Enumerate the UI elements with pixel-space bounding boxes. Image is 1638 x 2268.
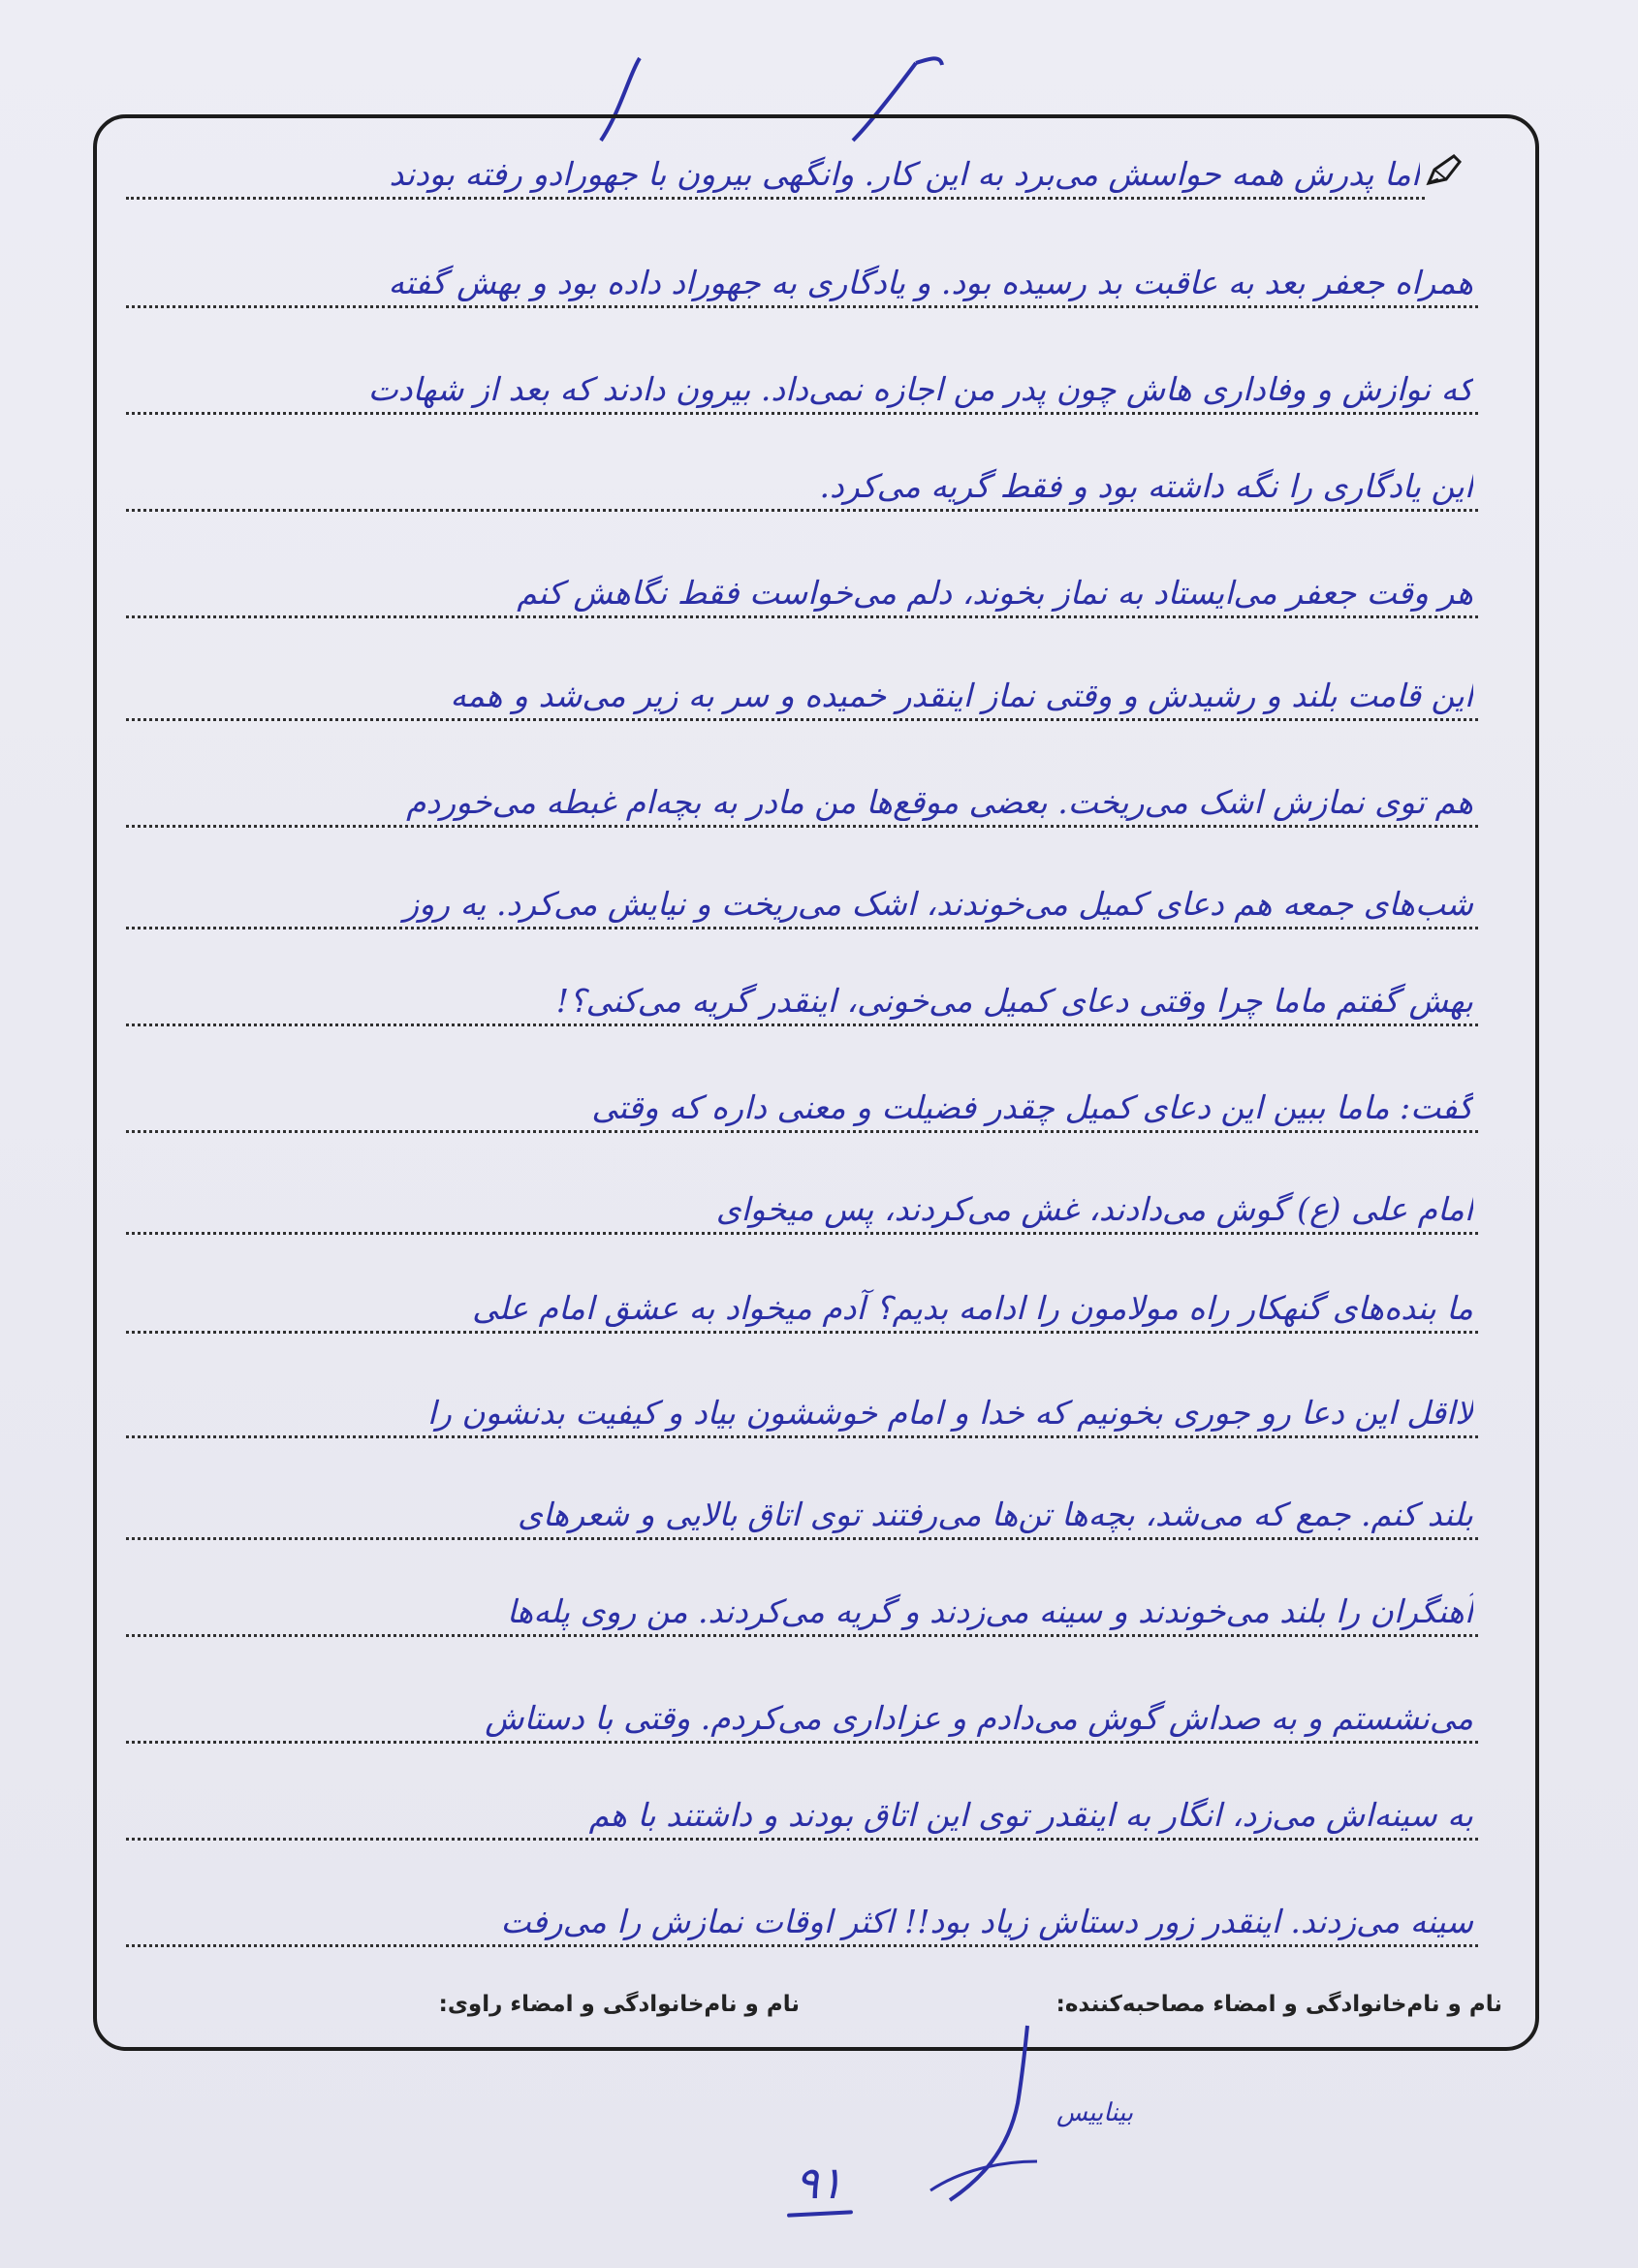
handwritten-line: گفت: ماما ببین این دعای کمیل چقدر فضیلت و معنی داره که وقتی [591, 1088, 1473, 1126]
interviewer-signature-label: نام و نام‌خانوادگی و امضاء مصاحبه‌کننده: [1055, 1992, 1502, 2017]
signature-row [116, 1992, 1512, 2031]
handwritten-line: شب‌های جمعه هم دعای کمیل می‌خوندند، اشک می‌ریخت و نیایش می‌کرد. یه روز [403, 885, 1473, 923]
dotted-rule [126, 718, 1478, 721]
dotted-rule [126, 825, 1478, 828]
handwritten-line: می‌نشستم و به صداش گوش می‌دادم و عزاداری می‌کردم. وقتی با دستاش [485, 1699, 1473, 1737]
dotted-rule [126, 1944, 1478, 1947]
dotted-rule [126, 1634, 1478, 1637]
handwritten-line: ما بنده‌های گنهکار راه مولامون را ادامه بدیم؟ آدم میخواد به عشق امام علی [472, 1289, 1473, 1327]
dotted-rule [126, 1435, 1478, 1438]
dotted-rule [126, 927, 1478, 929]
dotted-rule [126, 197, 1425, 200]
dotted-rule [126, 1232, 1478, 1235]
handwritten-line: بلند کنم. جمع که می‌شد، بچه‌ها تن‌ها می‌رفتند توی اتاق بالایی و شعرهای [518, 1496, 1473, 1533]
handwritten-line: هر وقت جعفر می‌ایستاد به نماز بخوند، دلم می‌خواست فقط نگاهش کنم [517, 574, 1473, 612]
pen-icon [1425, 150, 1464, 189]
handwritten-line: هم توی نمازش اشک می‌ریخت. بعضی موقع‌ها من مادر به بچه‌ام غبطه می‌خوردم [406, 783, 1473, 821]
dotted-rule [126, 509, 1478, 512]
handwritten-line: این قامت بلند و رشیدش و وقتی نماز اینقدر خمیده و سر به زیر می‌شد و همه [450, 677, 1473, 714]
handwritten-line: همراه جعفر بعد به عاقبت بد رسیده بود. و یادگاری به جهوراد داده بود و بهش گفته [388, 264, 1473, 301]
handwritten-line: که نوازش و وفاداری هاش چون پدر من اجازه نمی‌داد. بیرون دادند که بعد از شهادت [367, 370, 1473, 408]
handwritten-line: لااقل این دعا رو جوری بخونیم که خدا و امام خوششون بیاد و کیفیت بدنشون را [426, 1394, 1473, 1432]
handwritten-line: اما پدرش همه حواسش می‌برد به این کار. وانگهی بیرون با جهورادو رفته بودند [389, 155, 1420, 193]
narrator-signature-label: نام و نام‌خانوادگی و امضاء راوی: [438, 1992, 800, 2017]
handwritten-line: سینه می‌زدند. اینقدر زور دستاش زیاد بود!! اکثر اوقات نمازش را می‌رفت [500, 1903, 1473, 1940]
signature-name: بیناییس [1056, 2098, 1134, 2127]
handwritten-line: بهش گفتم ماما چرا وقتی دعای کمیل می‌خونی، اینقدر گریه می‌کنی؟! [555, 982, 1473, 1020]
dotted-rule [126, 1331, 1478, 1334]
handwritten-line: آهنگران را بلند می‌خوندند و سینه می‌زدند و گریه می‌کردند. من روی پله‌ها [506, 1592, 1473, 1630]
handwritten-line: این یادگاری را نگه داشته بود و فقط گریه می‌کرد. [819, 467, 1473, 505]
dotted-rule [126, 1838, 1478, 1841]
dotted-rule [126, 1024, 1478, 1026]
dotted-rule [126, 305, 1478, 308]
page-number: ۹۱ [795, 2157, 843, 2209]
dotted-rule [126, 1741, 1478, 1744]
dotted-rule [126, 1537, 1478, 1540]
handwritten-line: امام علی (ع) گوش می‌دادند، غش می‌کردند، پس میخوای [715, 1190, 1473, 1228]
dotted-rule [126, 615, 1478, 618]
dotted-rule [126, 1130, 1478, 1133]
handwritten-line: به سینه‌اش می‌زد، انگار به اینقدر توی این اتاق بودند و داشتند با هم [588, 1796, 1473, 1834]
dotted-rule [126, 412, 1478, 415]
